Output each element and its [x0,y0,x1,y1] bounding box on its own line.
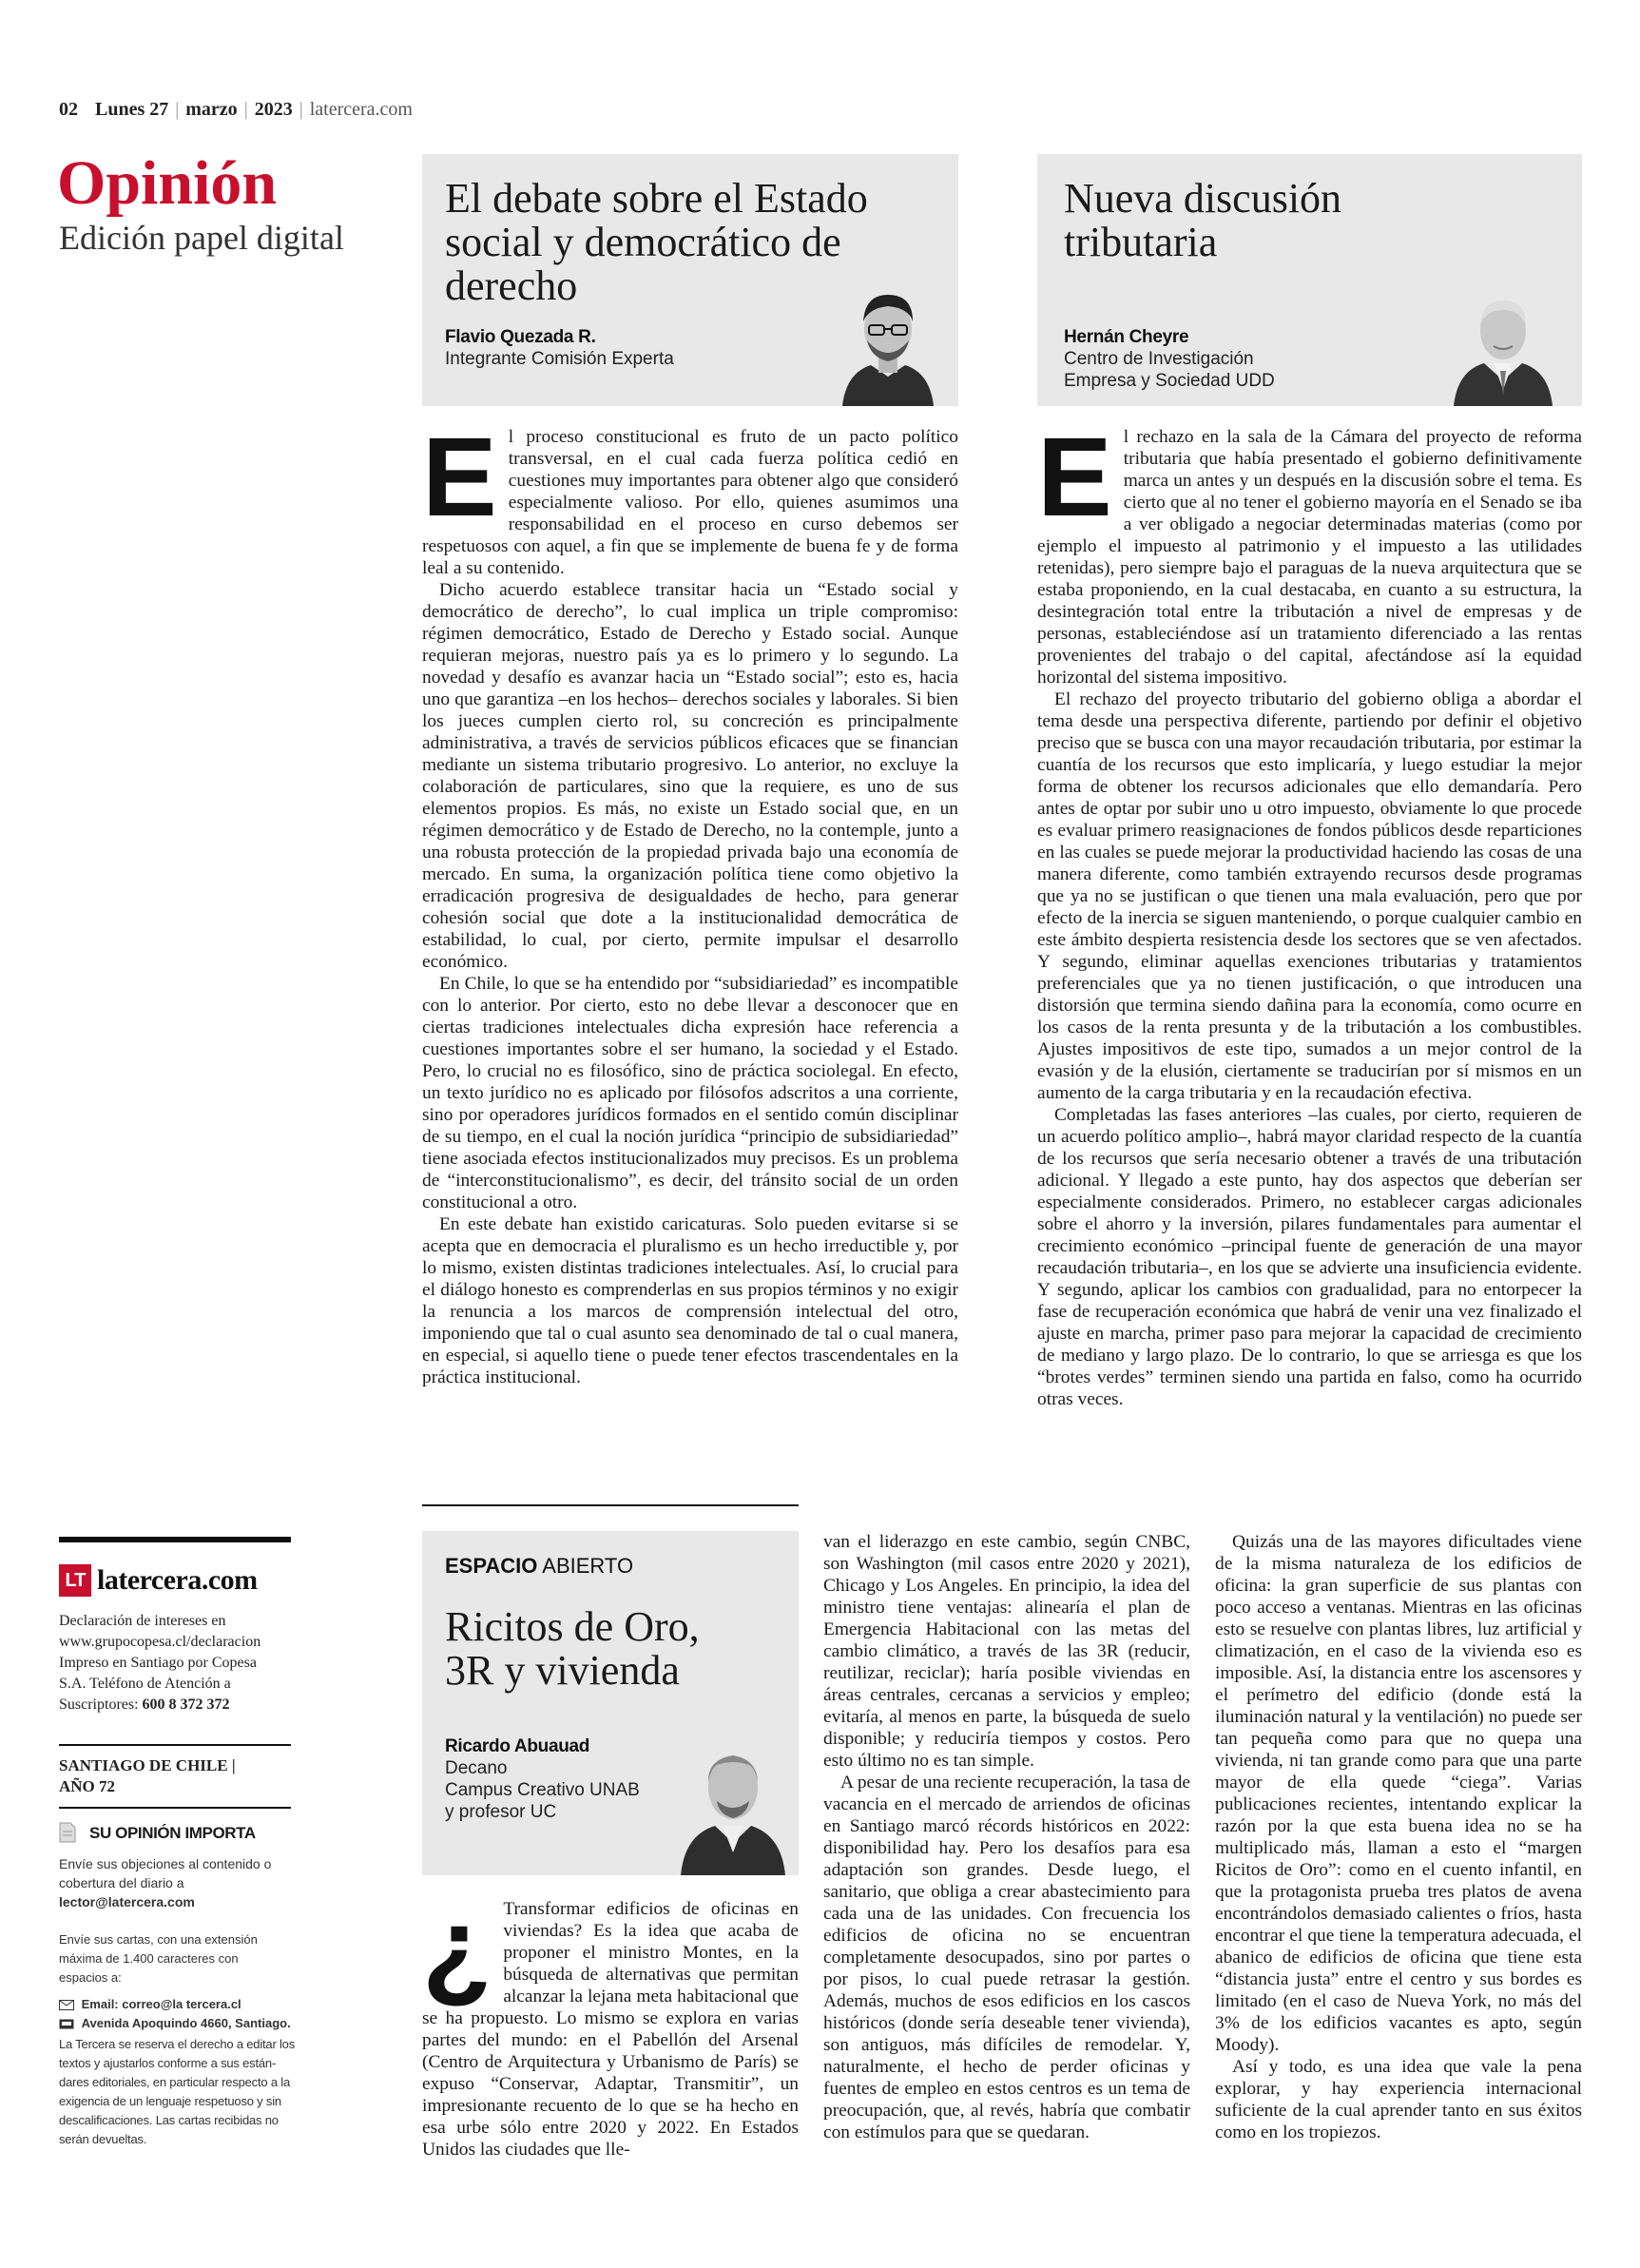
article1-author-role: Integrante Comisión Experta [445,349,674,369]
article2-dropcap: E [1037,415,1112,540]
article2-author-role: Centro de Investigación Empresa y Sociedad UDD [1064,349,1275,391]
article3-paragraph: Así y todo, es una idea que vale la pena explorar, y hay experiencia internacional suficiente de la cual aprender tanto en sus éxitos como en los tropiezos. [1215,2057,1582,2142]
article3-top-rule [422,1504,799,1506]
editorial-note: La Tercera se reserva el derecho a editar los textos y ajustarlos conforme a sus están- dares editoriales, en particular respecto a la exigencia de un lenguaje respetuoso y sin descalificaciones. Las cartas recibidas no serán devueltas. [59,2037,296,2146]
article1-author: Flavio Quezada R. [445,327,596,347]
article3-author-photo [673,1727,793,1875]
article3-kicker: ESPACIO ABIERTO [445,1554,634,1578]
opinion-text: Envíe sus objeciones al contenido o cobertura del diario a lector@latercera.com [59,1854,297,1911]
article1-paragraph: En este debate han existido caricaturas. Solo pueden evitarse si se acepta que en democracia el pluralismo es un hecho irreductible y, por lo mismo, existen distintas tradiciones intelectuales. Así, lo crucial para el diálogo honesto es comprenderlas en sus propios términos y no exigir la renuncia a los marcos de comprensión intelectual del otro, imponiendo que tal o cual asunto sea denominado de tal o cual manera, en especial, si aquello tiene o puede tener efectos trascendentales en la práctica institucional. [422,1214,958,1387]
article1-paragraph: En Chile, lo que se ha entendido por “subsidiariedad” es incompatible con lo anterior. Por cierto, esto no debe llevar a desconocer que en ciertas tradiciones intelectuales dicha expresión hace referencia a cuestiones importantes sobre el ser humano, la sociedad y el Estado. Pero, lo crucial no es filosófico, sino de práctica sociolegal. En efecto, un texto jurídico no es aplicado por filósofos adscritos a una corriente, sino por operadores jurídicos formados en el sentido común disciplinar de su tiempo, en el cual la noción jurídica “principio de subsidiariedad” tiene asociada efectos institucionalizados muy precisos. Es un problema de “interconstitucionalismo”, es decir, del tránsito social de un orden constitucional a otro. [422,974,958,1212]
article1-dropcap: E [422,415,497,540]
subscriber-phone: 600 8 372 372 [142,1696,230,1713]
article2-header [1037,154,1582,406]
folio-year: 2023 [254,99,293,120]
article3-column-3 [1215,1531,1582,2143]
article3-author-role: Decano Campus Creativo UNAB y profesor UC [445,1758,640,1822]
article1-body [422,415,958,1388]
article2-author: Hernán Cheyre [1064,327,1189,347]
article3-paragraph: A pesar de una reciente recuperación, la tasa de vacancia en el mercado de arriendos de oficinas en Santiago marcó récords históricos en 2022: disponibilidad hay. Pero los desafíos para esa adaptación son grandes. Desde luego, el sanitario, que obliga a crear abastecimiento para cada una de las unidades. Con frecuencia los edificios de oficina no se encuentran completamente desocupados, sino por partes o por pisos, lo cual puede retrasar la gestión. Además, muchos de esos edificios en los cascos históricos (donde sería deseable tener vivienda), son antiguos, más difíciles de remodelar. Y, naturalmente, el hecho de perder oficinas y fuentes de empleo en estos centros es un tema de preocupación, que, al revés, habría que combatir con estímulos para que se quedaran. [823,1773,1190,2142]
sidebar-rule [59,1744,291,1746]
folio-month: marzo [185,99,238,120]
article3-column-1 [422,1884,799,2161]
letters-text: Envíe sus cartas, con una extensión máxima de 1.400 caracteres con espacios a: [59,1932,258,1985]
article3-column-2 [823,1531,1190,2143]
article1-header [422,154,958,406]
letters-address-text: Avenida Apoquindo 4660, Santiago. [81,2016,291,2030]
article2-paragraph: El rechazo del proyecto tributario del gobierno obliga a abordar el tema desde una perspectiva diferente, partiendo por definir el objetivo preciso que se busca con una mayor recaudación tributaria, por estimar la cuantía de los recursos que esto implicaría, y luego estudiar la mejor forma de obtener los recursos adicionales que ello demandaría. Pero antes de optar por subir uno u otro impuesto, obviamente lo que procede es evaluar primero reasignaciones de fondos públicos desde reparticiones en las cuales se puede mejorar la productividad haciendo las cosas de una manera diferente, como también extrayendo recursos desde programas que ya no se justifican o que tienen una mala evaluación, pero que por efecto de la inercia se siguen manteniendo, o porque cualquier cambio en este ámbito despierta resistencia desde los sectores que se ven afectados. Y segundo, eliminar aquellas exenciones tributarias y tratamientos preferenciales que ya no tienen justificación, o que introducen una distorsión que termina siendo dañina para la economía, como ocurre en los casos de la renta presunta y de la tributación a los combustibles. Ajustes impositivos de este tipo, sumados a un mejor control de la evasión y de la elusión, ciertamente se traducirían por sí mismos en un aumento de la carga tributaria y en la recaudación efectiva. [1037,689,1582,1103]
article2-body [1037,415,1582,1410]
envelope-icon [59,2000,74,2010]
city-line: SANTIAGO DE CHILE | AÑO 72 [59,1756,236,1795]
lt-logo-name: latercera.com [97,1564,258,1596]
opinion-email[interactable]: lector@latercera.com [59,1894,195,1909]
mailbox-icon [59,2019,74,2029]
folio-site[interactable]: latercera.com [309,99,413,120]
article1-paragraph: Dicho acuerdo establece transitar hacia un “Estado social y democrático de derecho”, lo cual implica un triple compromiso: régimen democrático, Estado de Derecho y Estado social. Aunque requieran mejoras, nuestro país ya es lo primero y lo segundo. La novedad y desafío es avanzar hacia un “Estado social”; esto es, hacia uno que garantiza –en los hechos– derechos sociales y laborales. Si bien los jueces cumplen cierto rol, su concreción es principalmente administrativa, a través de servicios públicos eficaces que se financian mediante un sistema tributario progresivo. Lo anterior, no excluye la colaboración de particulares, sino que la requiere, es uno de sus elementos propios. Es más, no existe un Estado social que, en un régimen democrático y de Estado de Derecho, no la contemple, junto a una robusta protección de la propiedad privada bajo una economía de mercado. En suma, la organización política tiene como objetivo la erradicación progresiva de desigualdades de hecho, para generar cohesión social que dote a la institucionalidad democrática de estabilidad, lo cual, por cierto, permite impulsar el desarrollo económico. [422,580,958,972]
article2-headline: Nueva discusión tributaria [1064,175,1342,265]
page-folio: 02 Lunes 27 | marzo | 2023 | latercera.com [59,99,413,120]
section-title: Opinión [57,148,278,218]
article3-paragraph: Quizás una de las mayores dificultades viene de la misma naturaleza de los edificios de oficina: la gran superficie de sus plantas con poco acceso a ventanas. Mientras en las oficinas esto se resuelve con plantas libres, luz artificial y climatización, en el caso de la vivienda eso es imposible. Así, la distancia entre los ascensores y el perímetro del edificio (donde está la iluminación natural y la ventilación) no puede ser tan pequeña como para que no quepa una vivienda, ni tan grande como para que una parte mayor de ella quede “ciega”. Varias publicaciones recientes, intentando explicar la razón por la que esta buena idea no se ha multiplicado más, llaman a esto el “margen Ricitos de Oro”: como en el cuento infantil, en que la protagonista prueba tres platos de avena encontrándolos demasiado calientes o fríos, hasta encontrar el que tiene la temperatura adecuada, el abanico de edificios de oficina que tiene esta “distancia justa” entre el centro y sus bordes es limitado (en el caso de Nueva York, no más del 3% de los edificios vacantes es apto, según Moody). [1215,1532,1582,2055]
article2-paragraph: Completadas las fases anteriores –las cuales, por cierto, requieren de un acuerdo político amplio–, habrá mayor claridad respecto de la cuantía de los recursos que sería necesario obtener a través de una tributación adicional. Y llegado a este punto, hay dos aspectos que deberían ser especialmente considerados. Primero, no establecer cargas adicionales sobre el ahorro y la inversión, pilares fundamentales para aumentar el crecimiento económico –principal fuente de generación de una mayor recaudación tributaria–, en los que se advierte una insuficiencia evidente. Y segundo, aplicar los cambios con gradualidad, para no entorpecer la fase de recuperación económica que habrá de venir una vez finalizado el ajuste en marcha, primer paso para mejorar la capacidad de crecimiento de mediano y largo plazo. De lo contrario, lo que se arriesga es que los “brotes verdes” terminen siendo una partida en falso, como ha ocurrido otras veces. [1037,1105,1582,1409]
article1-headline: El debate sobre el Estado social y democrático de derecho [445,175,868,309]
article3-paragraph: van el liderazgo en este cambio, según CNBC, son Washington (mil casos entre 2020 y 2021), Chicago y Los Angeles. En principio, la idea del ministro tiene ventajas: alinearía el plan de Emergencia Habitacional con las metas del cambio climático, a través de las 3R (reducir, reutilizar, reciclar); haría posible viviendas en áreas centrales, cercanas a servicios y empleo; evitaría, al menos en parte, la búsqueda de suelo disponible; y reduciría tiempos y costos. Pero esto último no es tan simple. [823,1532,1190,1771]
article3-dropcap: ¿ [422,1884,492,2011]
article2-author-photo [1446,276,1560,406]
article2-paragraph: l rechazo en la sala de la Cámara del proyecto de reforma tributaria que había presentado el gobierno definitivamente marca un antes y un después en la discusión sobre el tema. Es cierto que al no tener el gobierno mayoría en el Senado se iba a ver obligado a negociar determinadas materias (como por ejemplo el impuesto al patrimonio y el impuesto a las utilidades retenidas), pero siempre bajo el paraguas de la nueva arquitectura que se estaba proponiendo, en la cual destacaba, en cuanto a su estructura, la desintegración total entre la tributación a nivel de empresas y de personas, estableciéndose así un tratamiento diferenciado a las rentas provenientes del trabajo o del capital, afectándose así la equidad horizontal del sistema impositivo. [1037,427,1582,688]
article3-headline: Ricitos de Oro, 3R y vivienda [445,1603,700,1694]
letters-address [59,2014,291,2033]
sidebar-rule [59,1807,291,1809]
article3-paragraph: Transformar edificios de oficinas en viviendas? Es la idea que acaba de proponer el ministro Montes, en la búsqueda de alternativas que permitan alcanzar la lejana meta habitacional que se ha propuesto. Lo mismo se explora en varias partes del mundo: en el Pabellón del Arsenal (Centro de Arquitectura y Urbanismo de París) se expuso “Conservar, Adaptar, Transmitir”, un impresionante recuento de lo que se ha hecho en esa urbe sólo entre 2020 y 2022. En Estados Unidos las ciudades que lle- [422,1899,799,2160]
opinion-heading: SU OPINIÓN IMPORTA [89,1824,256,1842]
sidebar-declaration: Declaración de intereses en www.grupocopesa.cl/declaracion Impreso en Santiago por Copesa S.A. Teléfono de Atención a Suscriptores: 600 8 372 372 [59,1611,297,1716]
letters-email [59,1995,241,2014]
letters-email-text[interactable]: Email: correo@la tercera.cl [81,1997,241,2011]
article1-paragraph: l proceso constitucional es fruto de un pacto político transversal, en el cual cada fuerza política cedió en cuestiones muy importantes para obtener algo que consideró especialmente valioso. Por ello, quienes asumimos una responsabilidad en el proceso en curso debemos ser respetuosos con aquel, a fin que se implemente de buena fe y de forma leal a su contenido. [422,427,958,578]
folio-day: Lunes 27 [95,99,169,120]
article3-header [422,1531,799,1875]
latercera-logo[interactable] [59,1564,258,1597]
section-subtitle: Edición papel digital [59,219,344,257]
article3-author: Ricardo Abuauad [445,1736,590,1756]
declaration-link[interactable]: www.grupocopesa.cl/declaracion [59,1634,261,1650]
document-icon [59,1822,76,1843]
page-number: 02 [59,99,78,120]
article1-author-photo [833,274,943,406]
sidebar-top-rule [59,1537,291,1542]
lt-logo-mark: LT [59,1564,91,1597]
